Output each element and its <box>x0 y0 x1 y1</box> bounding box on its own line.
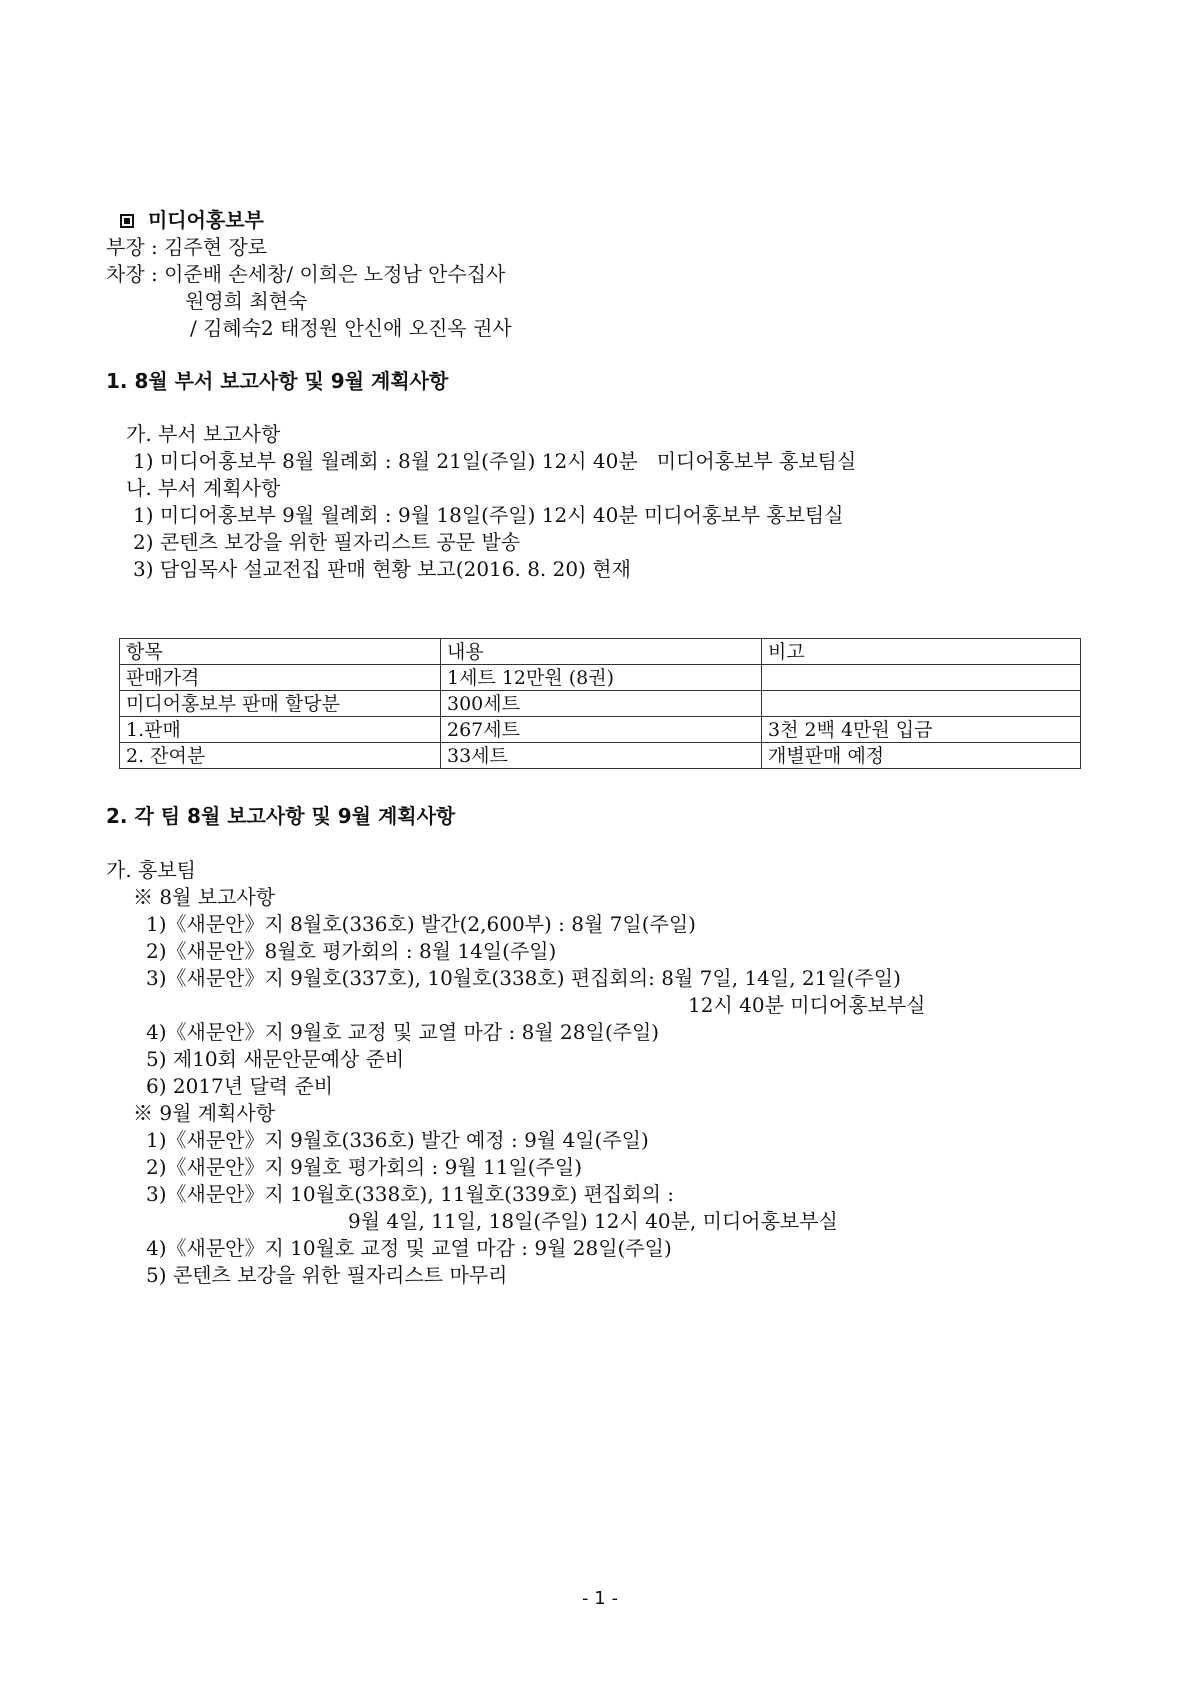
table-cell: 1.판매 <box>120 717 441 743</box>
table-row <box>120 743 1081 769</box>
plan-item: 1) 미디어홍보부 9월 월례회 : 9월 18일(주일) 12시 40분 미디어홍보부 홍보팀실 <box>133 503 844 527</box>
staff-deputy-2: 원영희 최현숙 <box>185 289 308 313</box>
table-cell: 300세트 <box>441 691 762 717</box>
page-number: - 1 - <box>582 1588 618 1609</box>
table-cell <box>762 691 1081 717</box>
sep-item: 1)《새문안》지 9월호(336호) 발간 예정 : 9월 4일(주일) <box>146 1128 649 1152</box>
table-cell: 판매가격 <box>120 665 441 691</box>
plan-item: 2) 콘텐츠 보강을 위한 필자리스트 공문 발송 <box>133 530 521 554</box>
table-cell: 1세트 12만원 (8권) <box>441 665 762 691</box>
table-row <box>120 665 1081 691</box>
staff-deputy-3: / 김혜숙2 태정원 안신애 오진옥 권사 <box>190 316 512 340</box>
table-cell: 3천 2백 4만원 입금 <box>762 717 1081 743</box>
staff-head: 부장 : 김주현 장로 <box>106 235 268 259</box>
plan-heading: 나. 부서 계획사항 <box>126 476 281 500</box>
sep-item: 3)《새문안》지 10월호(338호), 11월호(339호) 편집회의 : <box>146 1182 674 1206</box>
table-header: 비고 <box>762 639 1081 665</box>
aug-item: 5) 제10회 새문안문예상 준비 <box>146 1047 405 1071</box>
sep-item: 2)《새문안》지 9월호 평가회의 : 9월 11일(주일) <box>146 1155 583 1179</box>
table-cell <box>762 665 1081 691</box>
square-bullet-icon <box>120 214 134 228</box>
sales-table <box>119 638 1081 769</box>
aug-item: 2)《새문안》8월호 평가회의 : 8월 14일(주일) <box>146 939 557 963</box>
section1-heading: 1. 8월 부서 보고사항 및 9월 계획사항 <box>106 369 449 393</box>
table-row <box>120 717 1081 743</box>
staff-deputy-1: 차장 : 이준배 손세창/ 이희은 노정남 안수집사 <box>106 262 506 286</box>
table-header: 항목 <box>120 639 441 665</box>
section2-heading: 2. 각 팀 8월 보고사항 및 9월 계획사항 <box>106 804 456 828</box>
table-header-row <box>120 639 1081 665</box>
report-item: 1) 미디어홍보부 8월 월례회 : 8월 21일(주일) 12시 40분 미디어홍보부 홍보팀실 <box>133 449 857 473</box>
aug-heading: ※ 8월 보고사항 <box>133 885 276 909</box>
table-cell: 개별판매 예정 <box>762 743 1081 769</box>
sep-item: 4)《새문안》지 10월호 교정 및 교열 마감 : 9월 28일(주일) <box>146 1236 672 1260</box>
table-row <box>120 691 1081 717</box>
title-text: 미디어홍보부 <box>147 208 264 232</box>
aug-item-cont: 12시 40분 미디어홍보부실 <box>688 993 926 1017</box>
team-heading: 가. 홍보팀 <box>106 858 196 882</box>
sep-heading: ※ 9월 계획사항 <box>133 1101 276 1125</box>
aug-item: 1)《새문안》지 8월호(336호) 발간(2,600부) : 8월 7일(주일) <box>146 912 696 936</box>
sep-item: 5) 콘텐츠 보강을 위한 필자리스트 마무리 <box>146 1263 508 1287</box>
page-title <box>106 181 264 233</box>
aug-item: 4)《새문안》지 9월호 교정 및 교열 마감 : 8월 28일(주일) <box>146 1020 660 1044</box>
table-cell: 2. 잔여분 <box>120 743 441 769</box>
table-header: 내용 <box>441 639 762 665</box>
table-cell: 미디어홍보부 판매 할당분 <box>120 691 441 717</box>
report-heading: 가. 부서 보고사항 <box>126 422 281 446</box>
table-cell: 33세트 <box>441 743 762 769</box>
sep-item-cont: 9월 4일, 11일, 18일(주일) 12시 40분, 미디어홍보부실 <box>348 1209 838 1233</box>
table-cell: 267세트 <box>441 717 762 743</box>
plan-item: 3) 담임목사 설교전집 판매 현황 보고(2016. 8. 20) 현재 <box>133 557 631 581</box>
aug-item: 3)《새문안》지 9월호(337호), 10월호(338호) 편집회의: 8월 7일, 14일, 21일(주일) <box>146 966 901 990</box>
aug-item: 6) 2017년 달력 준비 <box>146 1074 334 1098</box>
